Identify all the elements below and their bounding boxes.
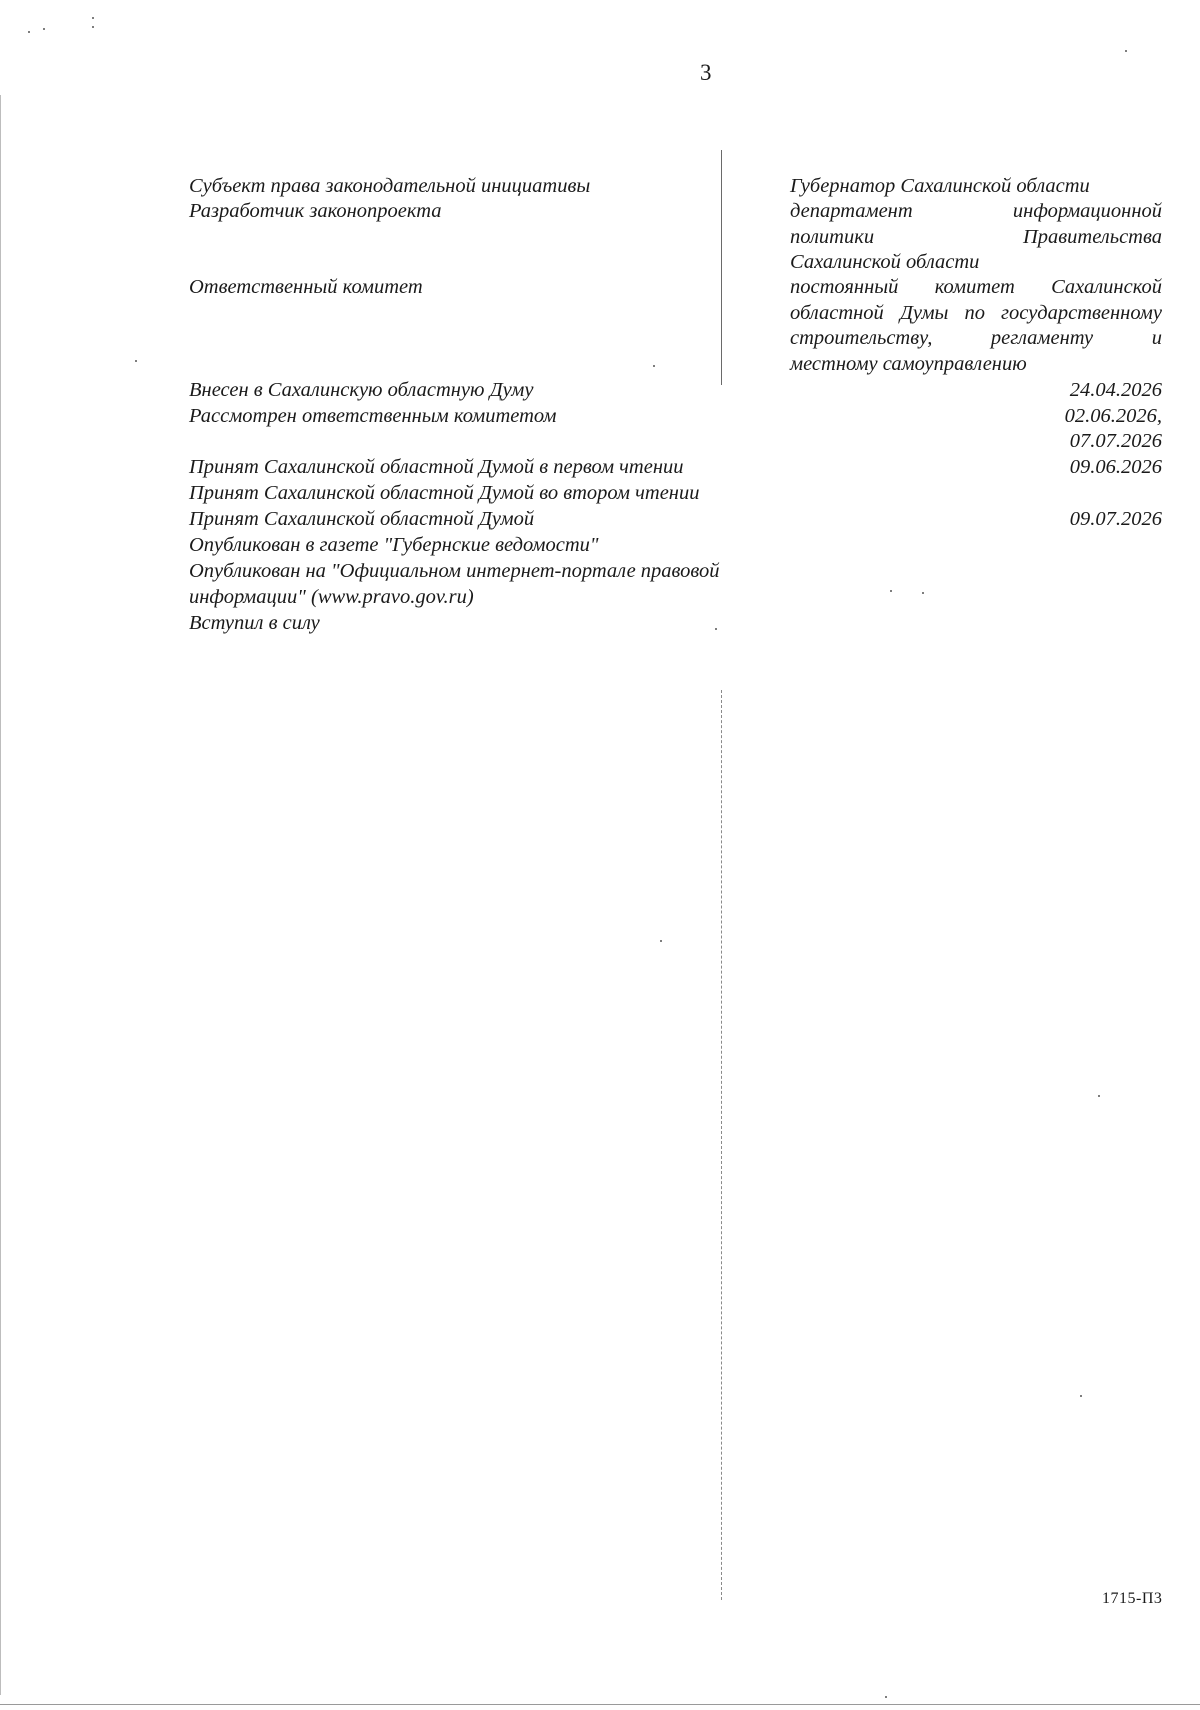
committee-value-line: областной Думы по государственному <box>790 301 1162 324</box>
scan-bottom-edge <box>0 1704 1200 1705</box>
scan-speck <box>1098 1095 1100 1097</box>
history-label: Принят Сахалинской областной Думой <box>189 508 535 530</box>
scan-speck <box>890 590 892 592</box>
history-label: Принят Сахалинской областной Думой во втором чтении <box>189 482 700 504</box>
committee-label: Ответственный комитет <box>189 276 423 298</box>
document-code: 1715-П3 <box>1102 1590 1163 1607</box>
committee-value <box>790 275 1162 377</box>
scan-speck <box>28 31 30 33</box>
scan-speck <box>135 360 137 362</box>
history-label: Вступил в силу <box>189 612 320 634</box>
scan-speck <box>92 17 94 19</box>
history-date: 02.06.2026, <box>1064 405 1162 427</box>
history-label: Внесен в Сахалинскую областную Думу <box>189 379 534 401</box>
subject-value: Губернатор Сахалинской области <box>790 175 1090 197</box>
scan-speck <box>1125 50 1127 52</box>
history-date: 09.06.2026 <box>1069 456 1162 478</box>
subject-label: Субъект права законодательной инициативы <box>189 175 591 197</box>
scan-speck <box>715 628 717 630</box>
scan-left-edge <box>0 95 1 1695</box>
committee-value-line: местному самоуправлению <box>790 352 1027 375</box>
committee-value-line: постоянный комитет Сахалинской <box>790 276 1162 298</box>
history-date: 09.07.2026 <box>1069 508 1162 530</box>
developer-value <box>790 199 1162 276</box>
scan-speck <box>922 592 924 594</box>
history-date: 24.04.2026 <box>1069 379 1162 401</box>
developer-value-line: политики Правительства <box>790 225 1162 248</box>
fold-line-lower <box>721 690 723 1600</box>
fold-line-upper <box>721 150 723 385</box>
scan-speck <box>885 1696 887 1698</box>
scan-speck <box>653 365 655 367</box>
history-date: 07.07.2026 <box>1069 430 1162 452</box>
scan-speck <box>1080 1395 1082 1397</box>
history-label: Опубликован на "Официальном интернет-портале правовой информации" (www.pravo.gov.ru) <box>189 560 720 608</box>
developer-value-line: Сахалинской области <box>790 251 980 273</box>
scan-speck <box>92 26 94 28</box>
developer-value-line: департамент информационной <box>790 200 1162 222</box>
history-label: Опубликован в газете "Губернские ведомости" <box>189 534 599 556</box>
history-label: Принят Сахалинской областной Думой в первом чтении <box>189 456 684 478</box>
developer-label: Разработчик законопроекта <box>189 200 442 222</box>
page-number: 3 <box>700 60 712 85</box>
committee-value-line: строительству, регламенту и <box>790 327 1162 349</box>
history-label: Рассмотрен ответственным комитетом <box>189 405 557 427</box>
scan-speck <box>43 28 45 30</box>
scan-speck <box>660 940 662 942</box>
